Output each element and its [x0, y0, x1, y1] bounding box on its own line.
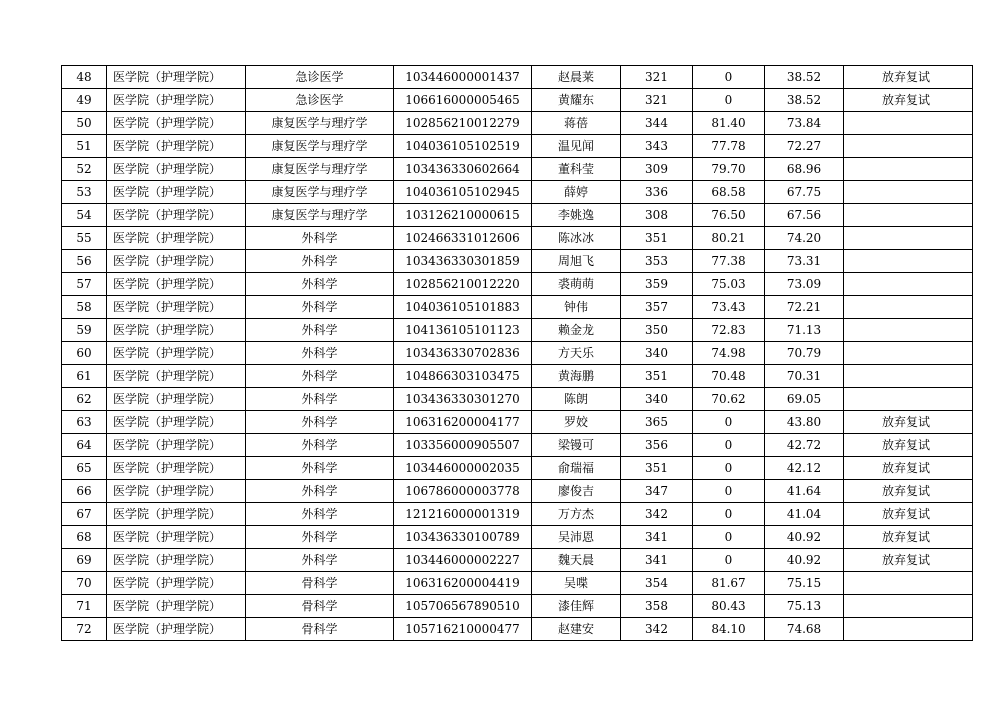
cell-exam-id: 104036105101883 — [394, 296, 532, 319]
table-row — [62, 273, 973, 296]
cell-major: 康复医学与理疗学 — [246, 135, 394, 158]
cell-note: 放弃复试 — [844, 66, 973, 89]
cell-initial-score: 353 — [621, 250, 693, 273]
cell-major: 骨科学 — [246, 595, 394, 618]
cell-major: 骨科学 — [246, 618, 394, 641]
cell-initial-score: 340 — [621, 388, 693, 411]
cell-college: 医学院（护理学院） — [107, 411, 246, 434]
cell-retest-score: 0 — [693, 457, 765, 480]
cell-total-score: 40.92 — [765, 549, 844, 572]
table-row — [62, 549, 973, 572]
cell-retest-score: 73.43 — [693, 296, 765, 319]
cell-note — [844, 204, 973, 227]
cell-exam-id: 103436330702836 — [394, 342, 532, 365]
cell-college: 医学院（护理学院） — [107, 549, 246, 572]
cell-total-score: 41.64 — [765, 480, 844, 503]
cell-exam-id: 103436330301859 — [394, 250, 532, 273]
cell-retest-score: 81.40 — [693, 112, 765, 135]
cell-exam-id: 106786000003778 — [394, 480, 532, 503]
cell-total-score: 72.27 — [765, 135, 844, 158]
cell-no: 63 — [62, 411, 107, 434]
cell-college: 医学院（护理学院） — [107, 227, 246, 250]
cell-retest-score: 0 — [693, 503, 765, 526]
cell-college: 医学院（护理学院） — [107, 365, 246, 388]
cell-total-score: 71.13 — [765, 319, 844, 342]
cell-name: 薛婷 — [532, 181, 621, 204]
cell-no: 51 — [62, 135, 107, 158]
cell-total-score: 41.04 — [765, 503, 844, 526]
cell-major: 外科学 — [246, 388, 394, 411]
cell-exam-id: 104036105102945 — [394, 181, 532, 204]
cell-major: 外科学 — [246, 250, 394, 273]
cell-initial-score: 344 — [621, 112, 693, 135]
cell-note: 放弃复试 — [844, 411, 973, 434]
cell-exam-id: 102856210012279 — [394, 112, 532, 135]
cell-name: 陈朗 — [532, 388, 621, 411]
table-row — [62, 503, 973, 526]
cell-note: 放弃复试 — [844, 526, 973, 549]
cell-no: 62 — [62, 388, 107, 411]
cell-total-score: 72.21 — [765, 296, 844, 319]
cell-college: 医学院（护理学院） — [107, 158, 246, 181]
cell-major: 康复医学与理疗学 — [246, 158, 394, 181]
cell-total-score: 40.92 — [765, 526, 844, 549]
cell-college: 医学院（护理学院） — [107, 572, 246, 595]
cell-no: 49 — [62, 89, 107, 112]
cell-college: 医学院（护理学院） — [107, 112, 246, 135]
cell-no: 66 — [62, 480, 107, 503]
cell-exam-id: 103436330602664 — [394, 158, 532, 181]
cell-retest-score: 68.58 — [693, 181, 765, 204]
cell-exam-id: 103446000001437 — [394, 66, 532, 89]
cell-name: 万方杰 — [532, 503, 621, 526]
cell-major: 外科学 — [246, 342, 394, 365]
cell-initial-score: 351 — [621, 227, 693, 250]
cell-major: 急诊医学 — [246, 89, 394, 112]
cell-note: 放弃复试 — [844, 480, 973, 503]
cell-name: 黄海鹏 — [532, 365, 621, 388]
cell-retest-score: 80.21 — [693, 227, 765, 250]
cell-major: 康复医学与理疗学 — [246, 112, 394, 135]
cell-retest-score: 0 — [693, 526, 765, 549]
cell-retest-score: 0 — [693, 66, 765, 89]
cell-no: 53 — [62, 181, 107, 204]
cell-no: 55 — [62, 227, 107, 250]
table-row — [62, 319, 973, 342]
cell-retest-score: 80.43 — [693, 595, 765, 618]
cell-exam-id: 103436330100789 — [394, 526, 532, 549]
cell-college: 医学院（护理学院） — [107, 342, 246, 365]
cell-name: 俞瑞福 — [532, 457, 621, 480]
cell-college: 医学院（护理学院） — [107, 204, 246, 227]
cell-major: 外科学 — [246, 227, 394, 250]
cell-total-score: 67.75 — [765, 181, 844, 204]
cell-retest-score: 74.98 — [693, 342, 765, 365]
cell-retest-score: 0 — [693, 411, 765, 434]
cell-retest-score: 84.10 — [693, 618, 765, 641]
cell-retest-score: 75.03 — [693, 273, 765, 296]
cell-exam-id: 104036105102519 — [394, 135, 532, 158]
cell-college: 医学院（护理学院） — [107, 89, 246, 112]
cell-name: 梁镘可 — [532, 434, 621, 457]
cell-no: 64 — [62, 434, 107, 457]
cell-total-score: 42.72 — [765, 434, 844, 457]
cell-major: 康复医学与理疗学 — [246, 181, 394, 204]
cell-no: 50 — [62, 112, 107, 135]
cell-initial-score: 347 — [621, 480, 693, 503]
cell-no: 71 — [62, 595, 107, 618]
cell-exam-id: 103446000002035 — [394, 457, 532, 480]
cell-note: 放弃复试 — [844, 434, 973, 457]
cell-total-score: 74.20 — [765, 227, 844, 250]
cell-exam-id: 106316200004177 — [394, 411, 532, 434]
cell-initial-score: 342 — [621, 618, 693, 641]
table-row — [62, 66, 973, 89]
cell-exam-id: 103446000002227 — [394, 549, 532, 572]
cell-name: 蒋蓓 — [532, 112, 621, 135]
table-row — [62, 595, 973, 618]
cell-total-score: 67.56 — [765, 204, 844, 227]
cell-college: 医学院（护理学院） — [107, 480, 246, 503]
cell-name: 赵晨莱 — [532, 66, 621, 89]
cell-total-score: 73.31 — [765, 250, 844, 273]
cell-initial-score: 309 — [621, 158, 693, 181]
cell-note: 放弃复试 — [844, 457, 973, 480]
cell-note — [844, 250, 973, 273]
cell-total-score: 70.79 — [765, 342, 844, 365]
cell-exam-id: 106616000005465 — [394, 89, 532, 112]
cell-major: 康复医学与理疗学 — [246, 204, 394, 227]
table-row — [62, 457, 973, 480]
cell-major: 骨科学 — [246, 572, 394, 595]
cell-no: 67 — [62, 503, 107, 526]
cell-total-score: 75.15 — [765, 572, 844, 595]
cell-note — [844, 572, 973, 595]
cell-note: 放弃复试 — [844, 549, 973, 572]
table-row — [62, 89, 973, 112]
cell-initial-score: 336 — [621, 181, 693, 204]
cell-major: 外科学 — [246, 273, 394, 296]
cell-college: 医学院（护理学院） — [107, 250, 246, 273]
table-row — [62, 411, 973, 434]
cell-college: 医学院（护理学院） — [107, 618, 246, 641]
cell-exam-id: 105706567890510 — [394, 595, 532, 618]
cell-no: 68 — [62, 526, 107, 549]
cell-major: 外科学 — [246, 319, 394, 342]
cell-retest-score: 0 — [693, 480, 765, 503]
cell-college: 医学院（护理学院） — [107, 135, 246, 158]
cell-total-score: 75.13 — [765, 595, 844, 618]
cell-initial-score: 357 — [621, 296, 693, 319]
cell-retest-score: 77.38 — [693, 250, 765, 273]
table-row — [62, 204, 973, 227]
cell-note — [844, 273, 973, 296]
cell-initial-score: 341 — [621, 526, 693, 549]
cell-initial-score: 354 — [621, 572, 693, 595]
cell-retest-score: 77.78 — [693, 135, 765, 158]
cell-note: 放弃复试 — [844, 503, 973, 526]
cell-initial-score: 359 — [621, 273, 693, 296]
table-row — [62, 434, 973, 457]
cell-no: 52 — [62, 158, 107, 181]
cell-exam-id: 104866303103475 — [394, 365, 532, 388]
cell-name: 漆佳辉 — [532, 595, 621, 618]
table-row — [62, 250, 973, 273]
cell-college: 医学院（护理学院） — [107, 181, 246, 204]
cell-note — [844, 595, 973, 618]
table-row — [62, 296, 973, 319]
cell-retest-score: 70.48 — [693, 365, 765, 388]
cell-note: 放弃复试 — [844, 89, 973, 112]
cell-exam-id: 102856210012220 — [394, 273, 532, 296]
cell-retest-score: 0 — [693, 549, 765, 572]
cell-no: 57 — [62, 273, 107, 296]
cell-no: 54 — [62, 204, 107, 227]
cell-total-score: 38.52 — [765, 66, 844, 89]
cell-note — [844, 181, 973, 204]
cell-major: 外科学 — [246, 480, 394, 503]
cell-name: 吴沛恩 — [532, 526, 621, 549]
cell-total-score: 73.09 — [765, 273, 844, 296]
cell-initial-score: 343 — [621, 135, 693, 158]
table-row — [62, 112, 973, 135]
cell-initial-score: 350 — [621, 319, 693, 342]
cell-exam-id: 105716210000477 — [394, 618, 532, 641]
cell-major: 外科学 — [246, 457, 394, 480]
cell-note — [844, 342, 973, 365]
table-row — [62, 480, 973, 503]
cell-college: 医学院（护理学院） — [107, 66, 246, 89]
cell-college: 医学院（护理学院） — [107, 526, 246, 549]
cell-note — [844, 227, 973, 250]
cell-initial-score: 342 — [621, 503, 693, 526]
cell-note — [844, 365, 973, 388]
cell-note — [844, 388, 973, 411]
cell-major: 外科学 — [246, 434, 394, 457]
cell-college: 医学院（护理学院） — [107, 388, 246, 411]
cell-total-score: 70.31 — [765, 365, 844, 388]
cell-name: 吴喋 — [532, 572, 621, 595]
cell-note — [844, 296, 973, 319]
cell-no: 60 — [62, 342, 107, 365]
cell-no: 61 — [62, 365, 107, 388]
cell-no: 72 — [62, 618, 107, 641]
table-row — [62, 526, 973, 549]
cell-major: 外科学 — [246, 365, 394, 388]
cell-name: 裘萌萌 — [532, 273, 621, 296]
cell-initial-score: 321 — [621, 66, 693, 89]
cell-major: 外科学 — [246, 411, 394, 434]
cell-college: 医学院（护理学院） — [107, 273, 246, 296]
cell-initial-score: 356 — [621, 434, 693, 457]
cell-name: 董科莹 — [532, 158, 621, 181]
cell-retest-score: 81.67 — [693, 572, 765, 595]
table-row — [62, 181, 973, 204]
cell-name: 赵建安 — [532, 618, 621, 641]
cell-name: 魏天晨 — [532, 549, 621, 572]
cell-major: 外科学 — [246, 549, 394, 572]
cell-initial-score: 341 — [621, 549, 693, 572]
cell-exam-id: 104136105101123 — [394, 319, 532, 342]
cell-retest-score: 0 — [693, 89, 765, 112]
cell-retest-score: 79.70 — [693, 158, 765, 181]
cell-name: 周旭飞 — [532, 250, 621, 273]
cell-name: 李姚逸 — [532, 204, 621, 227]
cell-no: 48 — [62, 66, 107, 89]
cell-name: 罗姣 — [532, 411, 621, 434]
cell-no: 69 — [62, 549, 107, 572]
cell-college: 医学院（护理学院） — [107, 434, 246, 457]
cell-note — [844, 112, 973, 135]
cell-major: 急诊医学 — [246, 66, 394, 89]
cell-note — [844, 135, 973, 158]
cell-total-score: 42.12 — [765, 457, 844, 480]
cell-initial-score: 351 — [621, 457, 693, 480]
table-row — [62, 365, 973, 388]
cell-name: 赖金龙 — [532, 319, 621, 342]
table-body — [62, 66, 973, 641]
cell-total-score: 68.96 — [765, 158, 844, 181]
cell-retest-score: 72.83 — [693, 319, 765, 342]
cell-college: 医学院（护理学院） — [107, 457, 246, 480]
cell-total-score: 73.84 — [765, 112, 844, 135]
table-row — [62, 572, 973, 595]
cell-no: 56 — [62, 250, 107, 273]
cell-initial-score: 321 — [621, 89, 693, 112]
cell-no: 65 — [62, 457, 107, 480]
cell-note — [844, 158, 973, 181]
cell-initial-score: 351 — [621, 365, 693, 388]
cell-initial-score: 340 — [621, 342, 693, 365]
cell-college: 医学院（护理学院） — [107, 319, 246, 342]
cell-name: 黄耀东 — [532, 89, 621, 112]
cell-total-score: 69.05 — [765, 388, 844, 411]
cell-exam-id: 102466331012606 — [394, 227, 532, 250]
table-row — [62, 342, 973, 365]
cell-major: 外科学 — [246, 296, 394, 319]
cell-initial-score: 358 — [621, 595, 693, 618]
cell-exam-id: 103356000905507 — [394, 434, 532, 457]
cell-retest-score: 76.50 — [693, 204, 765, 227]
cell-note — [844, 618, 973, 641]
cell-total-score: 74.68 — [765, 618, 844, 641]
cell-initial-score: 365 — [621, 411, 693, 434]
cell-note — [844, 319, 973, 342]
table-row — [62, 618, 973, 641]
cell-retest-score: 0 — [693, 434, 765, 457]
cell-college: 医学院（护理学院） — [107, 503, 246, 526]
table-row — [62, 135, 973, 158]
cell-initial-score: 308 — [621, 204, 693, 227]
cell-exam-id: 106316200004419 — [394, 572, 532, 595]
cell-name: 廖俊吉 — [532, 480, 621, 503]
cell-college: 医学院（护理学院） — [107, 296, 246, 319]
cell-major: 外科学 — [246, 526, 394, 549]
cell-exam-id: 103126210000615 — [394, 204, 532, 227]
cell-name: 温见闻 — [532, 135, 621, 158]
cell-retest-score: 70.62 — [693, 388, 765, 411]
cell-total-score: 38.52 — [765, 89, 844, 112]
cell-total-score: 43.80 — [765, 411, 844, 434]
table-row — [62, 227, 973, 250]
table-row — [62, 158, 973, 181]
cell-name: 方天乐 — [532, 342, 621, 365]
cell-exam-id: 103436330301270 — [394, 388, 532, 411]
cell-no: 59 — [62, 319, 107, 342]
cell-major: 外科学 — [246, 503, 394, 526]
results-table — [61, 65, 973, 641]
cell-no: 70 — [62, 572, 107, 595]
table-row — [62, 388, 973, 411]
cell-no: 58 — [62, 296, 107, 319]
cell-college: 医学院（护理学院） — [107, 595, 246, 618]
cell-name: 陈冰冰 — [532, 227, 621, 250]
cell-name: 钟伟 — [532, 296, 621, 319]
cell-exam-id: 121216000001319 — [394, 503, 532, 526]
